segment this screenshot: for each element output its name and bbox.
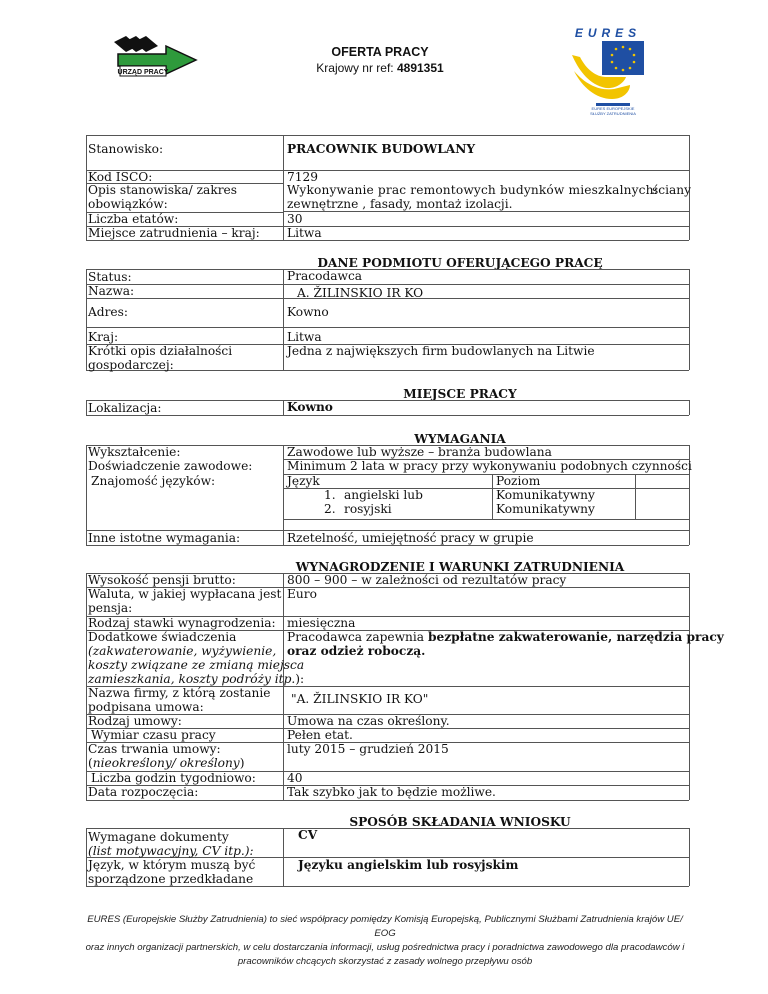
rule — [86, 400, 87, 415]
rule — [86, 327, 689, 328]
contract-value: Umowa na czas określony. — [287, 714, 450, 728]
eures-caption-2: SŁUŻBY ZATRUDNIENIA — [590, 111, 636, 116]
benefits-label-4 — [88, 673, 304, 686]
currency-label: Waluta, w jakiej wypłacana jest — [88, 587, 282, 601]
location-value: Kowno — [287, 400, 333, 414]
rule — [86, 828, 689, 829]
experience-label: Doświadczenie zawodowe: — [88, 459, 253, 473]
duration-label-2: (nieokreślony/ określony) — [88, 756, 245, 770]
company-value: "A. ŽILINSKIO IR KO" — [291, 692, 429, 706]
employer-section-title: DANE PODMIOTU OFERUJĄCEGO PRACĘ — [317, 256, 603, 270]
benefits-label-4-end: ): — [295, 672, 305, 686]
education-value: Zawodowe lub wyższe – branża budowlana — [287, 445, 552, 459]
gross-salary-label: Wysokość pensji brutto: — [88, 573, 236, 587]
description-value-2: zewnętrzne , fasady, montaż izolacji. — [287, 197, 513, 211]
worktime-value: Pełen etat. — [287, 728, 353, 742]
contract-label: Rodzaj umowy: — [88, 714, 182, 728]
rule — [86, 445, 87, 545]
application-section-title: SPOSÓB SKŁADANIA WNIOSKU — [349, 815, 571, 829]
rule — [283, 519, 689, 520]
rule — [283, 400, 284, 415]
position-label: Stanowisko: — [88, 142, 164, 156]
isco-value: 7129 — [287, 170, 319, 184]
benefits-value — [287, 631, 724, 644]
footer-line-1-text: to sieć współpracy pomiędzy Komisją Europejską, Publicznymi Służbami Zatrudnienia krajów UE/ EOG — [266, 914, 683, 939]
rule — [689, 573, 690, 800]
activity-label-2: gospodarczej: — [88, 358, 174, 372]
reference-line — [280, 61, 480, 75]
rule — [492, 474, 493, 519]
other-requirements-value: Rzetelność, umiejętność pracy w grupie — [287, 531, 534, 545]
benefits-label-4-italic: zamieszkania, koszty podróży itp. — [88, 672, 296, 686]
worktime-label: Wymiar czasu pracy — [91, 728, 216, 742]
rule — [689, 400, 690, 415]
language-number: 2. — [324, 502, 336, 516]
urzad-pracy-logo — [110, 32, 200, 80]
isco-label: Kod ISCO: — [88, 170, 153, 184]
rule — [86, 800, 689, 801]
salary-section-title: WYNAGRODZENIE I WARUNKI ZATRUDNIENIA — [295, 560, 625, 574]
eures-logo-text: EURES — [574, 26, 642, 40]
rule — [86, 573, 87, 800]
description-value: Wykonywanie prac remontowych budynków mieszkalnych: — [287, 183, 658, 197]
rule — [283, 828, 284, 886]
currency-label-2: pensja: — [88, 601, 133, 615]
country-label: Kraj: — [88, 330, 119, 344]
document-language-value: Języku angielskim lub rosyjskim — [298, 858, 519, 872]
country-value: Litwa — [287, 330, 322, 344]
rule — [86, 400, 689, 401]
footer-line-2: oraz innych organizacji partnerskich, w celu dostarczania informacji, usług pośrednictwa pracy i poradnictwa zawodowego dla pracodawców i — [85, 942, 685, 953]
hours-value: 40 — [287, 771, 303, 785]
rate-label: Rodzaj stawki wynagrodzenia: — [88, 616, 276, 630]
documents-label-2: (list motywacyjny, CV itp.): — [88, 844, 254, 858]
rule — [86, 135, 87, 240]
education-label: Wykształcenie: — [88, 445, 181, 459]
rule — [86, 886, 689, 887]
rate-value: miesięczna — [287, 616, 356, 630]
offer-title: OFERTA PRACY — [331, 45, 429, 59]
language-level: Komunikatywny — [496, 502, 595, 516]
activity-value: Jedna z największych firm budowlanych na Litwie — [287, 344, 595, 358]
eures-caption-1: EURES EUROPEJSKIE — [591, 106, 635, 111]
benefits-label-2: (zakwaterowanie, wyżywienie, — [88, 644, 277, 658]
name-value: A. ŽILINSKIO IR KO — [297, 286, 424, 300]
start-value: Tak szybko jak to będzie możliwe. — [287, 785, 496, 799]
reference-label: Krajowy nr ref: — [316, 61, 394, 75]
rule — [283, 284, 689, 285]
language-level: Komunikatywny — [496, 488, 595, 502]
posts-value: 30 — [287, 212, 303, 226]
rule — [283, 573, 284, 800]
description-value-end: ściany — [652, 183, 691, 197]
description-label: Opis stanowiska/ zakres — [88, 183, 238, 197]
duration-value: luty 2015 – grudzień 2015 — [287, 742, 449, 756]
language-name: rosyjski — [344, 502, 392, 516]
address-value: Kowno — [287, 305, 329, 319]
rule — [86, 269, 689, 270]
rule — [283, 474, 689, 475]
workplace-section-title: MIEJSCE PRACY — [403, 387, 517, 401]
requirements-section-title: WYMAGANIA — [414, 432, 506, 446]
document-language-label-2: sporządzone przedkładane — [88, 872, 254, 886]
footer-line-1 — [80, 913, 690, 941]
eures-logo — [566, 25, 651, 117]
languages-label: Znajomość języków: — [91, 474, 216, 488]
status-value: Pracodawca — [287, 269, 363, 283]
rule — [86, 415, 689, 416]
duration-label: Czas trwania umowy: — [88, 742, 221, 756]
activity-label: Krótki opis działalności — [88, 344, 233, 358]
company-label: Nazwa firmy, z którą zostanie — [88, 686, 271, 700]
rule — [689, 828, 690, 886]
rule — [689, 269, 690, 370]
urzad-pracy-logo-text: URZĄD PRACY — [117, 69, 169, 76]
duration-label-italic: nieokreślony/ określony — [92, 756, 240, 770]
gross-salary-value: 800 – 900 – w zależności od rezultatów pracy — [287, 573, 567, 587]
footer-eures-name: EURES (Europejskie Służby Zatrudnienia) — [87, 914, 267, 925]
language-number: 1. — [324, 488, 336, 502]
rule — [86, 240, 689, 241]
language-name: angielski lub — [344, 488, 423, 502]
rule — [283, 211, 689, 212]
rule — [283, 135, 284, 240]
experience-value: Minimum 2 lata w pracy przy wykonywaniu podobnych czynności — [287, 459, 692, 473]
location-label: Lokalizacja: — [88, 401, 162, 415]
benefits-label: Dodatkowe świadczenia — [88, 630, 237, 644]
place-label: Miejsce zatrudnienia – kraj: — [88, 226, 260, 240]
rule — [635, 474, 636, 519]
address-label: Adres: — [88, 305, 129, 319]
level-column-header: Poziom — [496, 474, 541, 488]
rule — [86, 370, 689, 371]
footer — [80, 913, 690, 969]
benefits-value-2: oraz odzież roboczą. — [287, 644, 426, 658]
rule — [86, 828, 87, 886]
status-label: Status: — [88, 270, 132, 284]
other-requirements-label: Inne istotne wymagania: — [88, 531, 241, 545]
rule — [86, 545, 689, 546]
documents-label: Wymagane dokumenty — [88, 830, 229, 844]
rule — [283, 445, 284, 545]
start-label: Data rozpoczęcia: — [88, 785, 199, 799]
benefits-value-text: Pracodawca zapewnia — [287, 630, 428, 644]
posts-label: Liczba etatów: — [88, 212, 179, 226]
currency-value: Euro — [287, 587, 317, 601]
rule — [86, 170, 689, 171]
company-label-2: podpisana umowa: — [88, 700, 204, 714]
documents-value: CV — [298, 828, 318, 842]
position-value: PRACOWNIK BUDOWLANY — [287, 142, 476, 156]
footer-line-3: pracowników chcących skorzystać z zasady wolnego przepływu osób — [237, 956, 533, 967]
document-language-label: Język, w którym muszą być — [88, 858, 256, 872]
rule — [86, 135, 689, 136]
place-value: Litwa — [287, 226, 322, 240]
reference-number: 4891351 — [396, 61, 444, 75]
description-label-2: obowiązków: — [88, 197, 168, 211]
language-column-header: Język — [287, 474, 320, 488]
hours-label: Liczba godzin tygodniowo: — [91, 771, 256, 785]
benefits-label-3: koszty związane ze zmianą miejsca — [88, 658, 305, 672]
benefits-value-bold: bezpłatne zakwaterowanie, narzędzia pracy — [427, 630, 724, 644]
name-label: Nazwa: — [88, 284, 135, 298]
